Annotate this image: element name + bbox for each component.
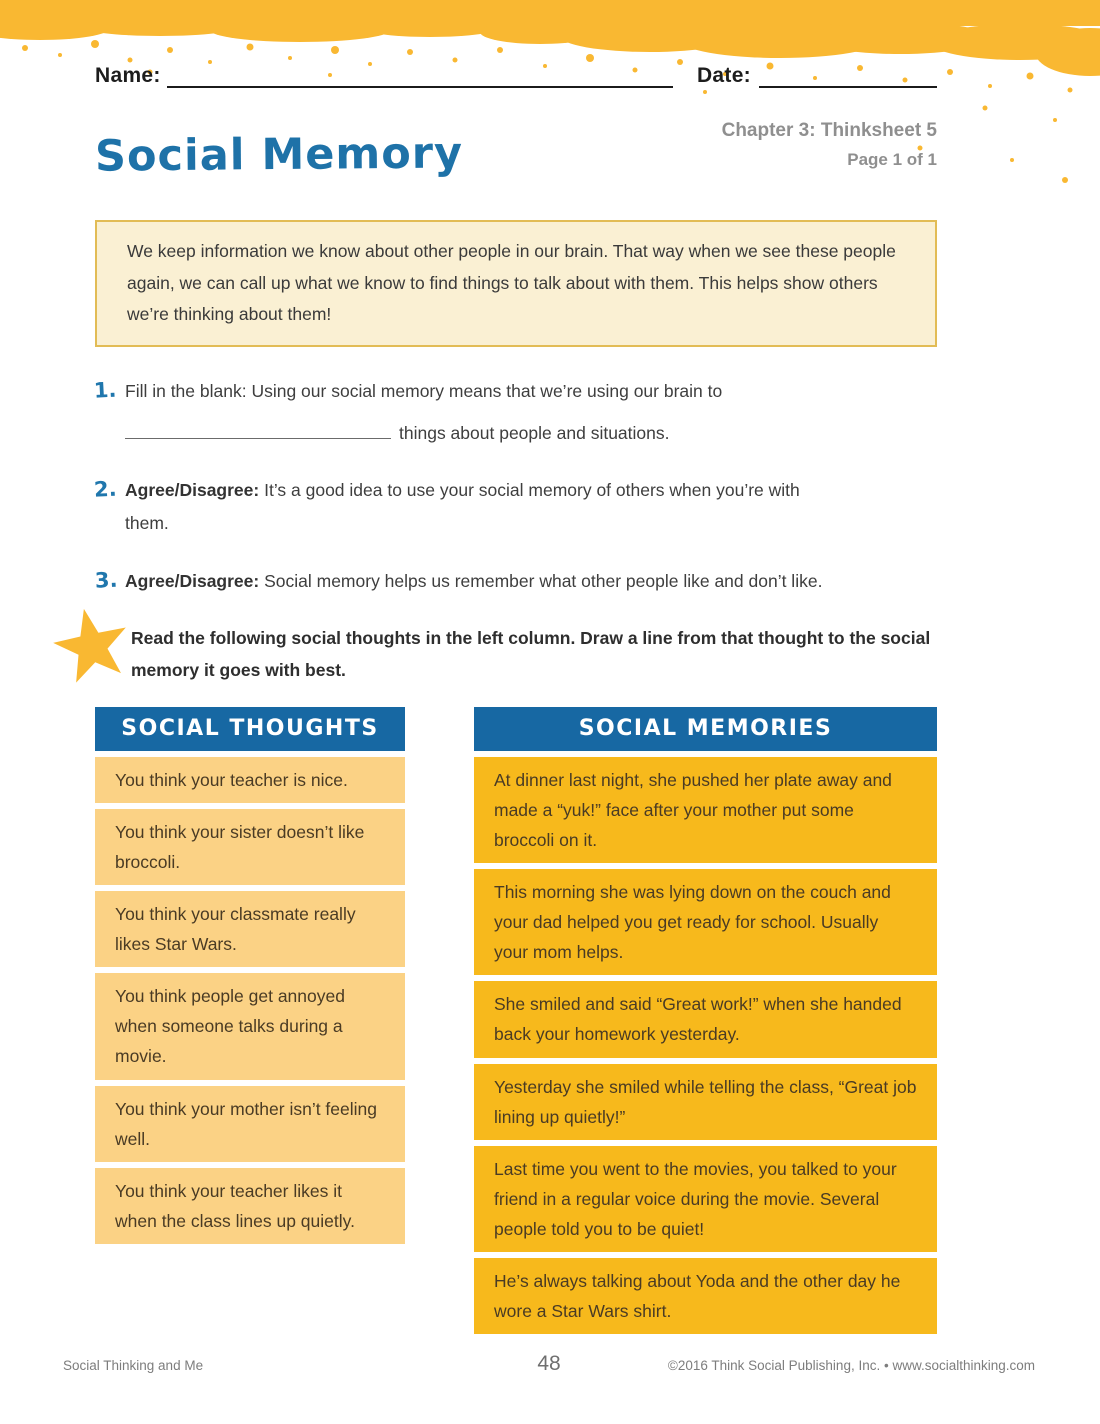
- question-1-number: 1.: [93, 377, 118, 403]
- footer-page-number: 48: [537, 1352, 561, 1375]
- memory-cell[interactable]: She smiled and said “Great work!” when she handed back your homework yesterday.: [474, 981, 937, 1057]
- thought-cell[interactable]: You think people get annoyed when someone talks during a movie.: [95, 973, 405, 1079]
- question-1-blank-row: [125, 417, 722, 450]
- question-2-text: [125, 474, 830, 541]
- footer-copyright: ©2016 Think Social Publishing, Inc. • www.socialthinking.com: [667, 1358, 1035, 1373]
- question-2-body: It’s a good idea to use your social memory of others when you’re with them.: [125, 480, 800, 534]
- name-input-line[interactable]: [167, 66, 673, 88]
- thought-cell[interactable]: You think your classmate really likes Star Wars.: [95, 891, 405, 967]
- thought-cell[interactable]: You think your mother isn’t feeling well.: [95, 1086, 405, 1162]
- chapter-label: Chapter 3: Thinksheet 5: [721, 120, 937, 141]
- page-title: Social Memory: [94, 128, 464, 182]
- question-3-bold-label: Agree/Disagree:: [125, 570, 260, 591]
- name-date-row: [95, 58, 937, 88]
- chapter-block: [722, 116, 937, 175]
- page-footer: [63, 1352, 1035, 1375]
- memory-cell[interactable]: Last time you went to the movies, you talked to your friend in a regular voice during the movie. Several people told you to be quiet!: [474, 1146, 937, 1252]
- question-3-body: Social memory helps us remember what other people like and don’t like.: [259, 570, 823, 591]
- question-1-before-blank: Fill in the blank: Using our social memory means that we’re using our brain to: [125, 380, 723, 401]
- footer-book-title: Social Thinking and Me: [63, 1358, 204, 1373]
- date-label: Date:: [696, 64, 751, 87]
- question-2-number: 2.: [93, 476, 118, 502]
- date-input-line[interactable]: [759, 66, 937, 88]
- question-3: [95, 565, 937, 598]
- fill-in-blank-line[interactable]: [125, 421, 391, 439]
- star-icon: [53, 608, 131, 691]
- page-info-label: Page 1 of 1: [847, 150, 937, 170]
- social-thoughts-header: SOCIAL THOUGHTS: [95, 707, 405, 751]
- intro-box: [95, 220, 937, 347]
- name-label: Name:: [95, 64, 161, 87]
- intro-text: We keep information we know about other people in our brain. That way when we see these people again, we can call up what we know to find things to talk about with them. This helps show others we’re thinking about them!: [127, 241, 896, 324]
- question-1-after-blank: things about people and situations.: [399, 422, 670, 443]
- question-3-number: 3.: [94, 567, 119, 593]
- memory-cell[interactable]: Yesterday she smiled while telling the class, “Great job lining up quietly!”: [474, 1064, 937, 1140]
- thought-cell[interactable]: You think your teacher likes it when the class lines up quietly.: [95, 1168, 405, 1244]
- memory-cell[interactable]: This morning she was lying down on the couch and your dad helped you get ready for school. Usually your mom helps.: [474, 869, 937, 975]
- question-2: [95, 474, 937, 541]
- social-memories-column: [474, 707, 937, 1334]
- memory-cell[interactable]: He’s always talking about Yoda and the other day he wore a Star Wars shirt.: [474, 1258, 937, 1334]
- thought-cell[interactable]: You think your teacher is nice.: [95, 757, 405, 803]
- instruction-text: Read the following social thoughts in the left column. Draw a line from that thought to the social memory it goes with best.: [131, 627, 931, 681]
- title-row: [95, 116, 937, 180]
- questions-list: [95, 375, 937, 598]
- social-memories-header: SOCIAL MEMORIES: [474, 707, 937, 751]
- question-2-bold-label: Agree/Disagree:: [125, 480, 260, 500]
- social-thoughts-column: [95, 707, 405, 1334]
- memory-cell[interactable]: At dinner last night, she pushed her plate away and made a “yuk!” face after your mother put some broccoli on it.: [474, 757, 937, 863]
- matching-activity: [95, 707, 937, 1334]
- thought-cell[interactable]: You think your sister doesn’t like broccoli.: [95, 809, 405, 885]
- question-1-text: [125, 375, 722, 451]
- instruction-row: [95, 620, 937, 691]
- question-3-text: [125, 565, 822, 598]
- question-1: [95, 375, 937, 451]
